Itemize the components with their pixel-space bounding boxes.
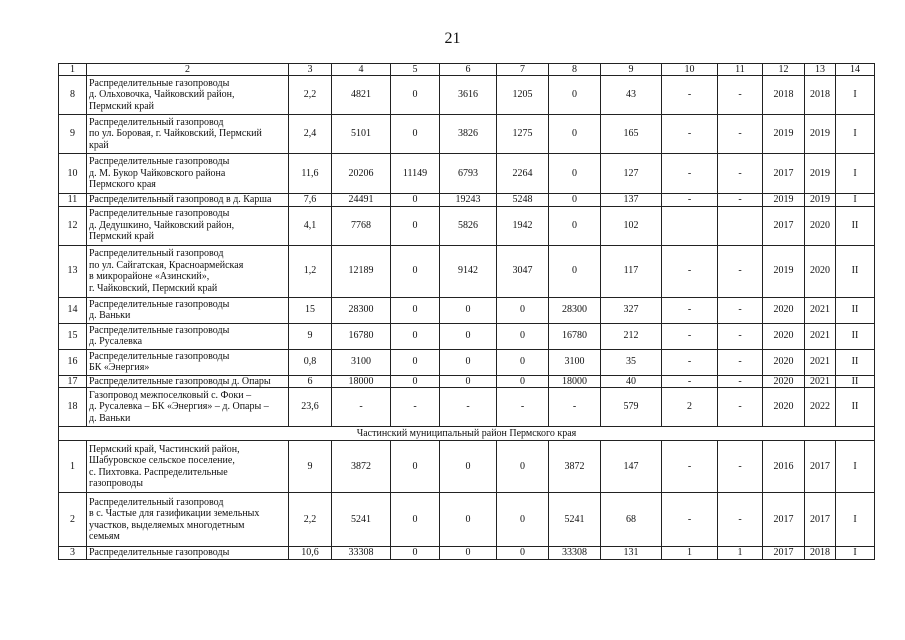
value-cell: - <box>662 349 718 375</box>
table-row <box>59 115 875 154</box>
row-number-cell: 18 <box>59 388 87 427</box>
value-cell: 0 <box>391 323 440 349</box>
row-number-cell: 14 <box>59 297 87 323</box>
value-cell: 15 <box>289 297 332 323</box>
value-cell: II <box>836 349 875 375</box>
value-cell: 2017 <box>763 154 805 194</box>
table-row <box>59 547 875 560</box>
column-number: 12 <box>763 64 805 76</box>
value-cell: 33308 <box>332 547 391 560</box>
value-cell: - <box>718 115 763 154</box>
value-cell: 2017 <box>763 547 805 560</box>
value-cell: 1205 <box>497 76 549 115</box>
value-cell: - <box>718 375 763 388</box>
value-cell: 1 <box>662 547 718 560</box>
value-cell: 1,2 <box>289 245 332 297</box>
value-cell <box>718 206 763 245</box>
value-cell: 2019 <box>805 115 836 154</box>
value-cell: 2018 <box>805 76 836 115</box>
value-cell: 117 <box>601 245 662 297</box>
value-cell: 0 <box>549 206 601 245</box>
value-cell: 0 <box>440 375 497 388</box>
table-row <box>59 493 875 547</box>
value-cell: 0 <box>497 297 549 323</box>
value-cell: 0 <box>497 493 549 547</box>
value-cell: II <box>836 388 875 427</box>
object-name-cell: Распределительные газопроводы д. Опары <box>87 375 289 388</box>
value-cell: - <box>549 388 601 427</box>
column-number: 14 <box>836 64 875 76</box>
value-cell: 3100 <box>549 349 601 375</box>
value-cell: 0 <box>497 323 549 349</box>
value-cell: 0 <box>391 493 440 547</box>
value-cell: 2019 <box>805 194 836 207</box>
page-number: 21 <box>444 30 461 47</box>
value-cell: - <box>662 194 718 207</box>
value-cell: 9 <box>289 441 332 493</box>
value-cell: 0 <box>391 547 440 560</box>
value-cell: 2021 <box>805 297 836 323</box>
value-cell: 2020 <box>763 349 805 375</box>
value-cell: 7768 <box>332 206 391 245</box>
table-row <box>59 206 875 245</box>
value-cell: 0 <box>391 349 440 375</box>
value-cell: - <box>662 297 718 323</box>
value-cell: 28300 <box>332 297 391 323</box>
value-cell: 327 <box>601 297 662 323</box>
value-cell: 2017 <box>763 493 805 547</box>
value-cell: 33308 <box>549 547 601 560</box>
value-cell: 127 <box>601 154 662 194</box>
row-number-cell: 11 <box>59 194 87 207</box>
object-name-cell: Распределительный газопровод в д. Карша <box>87 194 289 207</box>
value-cell: - <box>662 375 718 388</box>
value-cell: - <box>662 245 718 297</box>
value-cell: I <box>836 194 875 207</box>
object-name-cell: Распределительные газопроводы <box>87 547 289 560</box>
table-header-row <box>59 64 875 76</box>
value-cell: 5248 <box>497 194 549 207</box>
value-cell: 24491 <box>332 194 391 207</box>
table-row <box>59 154 875 194</box>
value-cell: 2020 <box>763 297 805 323</box>
table-row <box>59 245 875 297</box>
table-row <box>59 441 875 493</box>
value-cell: 2019 <box>805 154 836 194</box>
value-cell: 0 <box>391 76 440 115</box>
value-cell: 11149 <box>391 154 440 194</box>
value-cell: 19243 <box>440 194 497 207</box>
value-cell: 2020 <box>805 206 836 245</box>
value-cell: 5241 <box>332 493 391 547</box>
value-cell: 9 <box>289 323 332 349</box>
value-cell: - <box>718 441 763 493</box>
column-number: 7 <box>497 64 549 76</box>
value-cell: 0 <box>391 441 440 493</box>
value-cell: - <box>662 154 718 194</box>
column-number: 2 <box>87 64 289 76</box>
column-number: 9 <box>601 64 662 76</box>
value-cell: 2020 <box>763 388 805 427</box>
value-cell: 6793 <box>440 154 497 194</box>
value-cell: I <box>836 547 875 560</box>
value-cell: 0 <box>549 76 601 115</box>
value-cell: - <box>662 493 718 547</box>
value-cell: 2020 <box>763 375 805 388</box>
column-number: 13 <box>805 64 836 76</box>
value-cell: 0 <box>391 115 440 154</box>
row-number-cell: 17 <box>59 375 87 388</box>
section-row <box>59 427 875 441</box>
object-name-cell: Пермский край, Частинский район, Шабуровское сельское поселение, с. Пихтовка. Распределительные газопроводы <box>87 441 289 493</box>
value-cell: 0 <box>497 349 549 375</box>
value-cell: 3616 <box>440 76 497 115</box>
value-cell: 0,8 <box>289 349 332 375</box>
row-number-cell: 8 <box>59 76 87 115</box>
value-cell: 28300 <box>549 297 601 323</box>
value-cell: - <box>718 323 763 349</box>
value-cell: 0 <box>549 245 601 297</box>
value-cell: 20206 <box>332 154 391 194</box>
value-cell: 5101 <box>332 115 391 154</box>
value-cell: 0 <box>440 349 497 375</box>
value-cell: 16780 <box>332 323 391 349</box>
value-cell: 0 <box>497 547 549 560</box>
value-cell: 2264 <box>497 154 549 194</box>
value-cell: 2016 <box>763 441 805 493</box>
value-cell: 2018 <box>805 547 836 560</box>
value-cell: 18000 <box>332 375 391 388</box>
value-cell: 0 <box>440 297 497 323</box>
value-cell: 0 <box>549 115 601 154</box>
value-cell: - <box>332 388 391 427</box>
column-number: 11 <box>718 64 763 76</box>
value-cell: 212 <box>601 323 662 349</box>
value-cell: 0 <box>391 245 440 297</box>
row-number-cell: 15 <box>59 323 87 349</box>
value-cell: 165 <box>601 115 662 154</box>
value-cell: II <box>836 297 875 323</box>
value-cell: 2022 <box>805 388 836 427</box>
table-row <box>59 323 875 349</box>
table-row <box>59 388 875 427</box>
value-cell: 2021 <box>805 375 836 388</box>
value-cell: I <box>836 154 875 194</box>
value-cell: 2019 <box>763 245 805 297</box>
value-cell: 3872 <box>549 441 601 493</box>
column-number: 8 <box>549 64 601 76</box>
value-cell: 2021 <box>805 349 836 375</box>
value-cell: 3100 <box>332 349 391 375</box>
value-cell: 2019 <box>763 194 805 207</box>
value-cell: 0 <box>440 323 497 349</box>
table-row <box>59 194 875 207</box>
object-name-cell: Распределительный газопровод в с. Частые для газификации земельных участков, выделяемых многодетным семьям <box>87 493 289 547</box>
value-cell: 2017 <box>805 441 836 493</box>
value-cell: - <box>662 76 718 115</box>
value-cell: - <box>662 115 718 154</box>
value-cell: 5826 <box>440 206 497 245</box>
value-cell: - <box>662 441 718 493</box>
value-cell: 2,2 <box>289 76 332 115</box>
value-cell: 0 <box>440 441 497 493</box>
value-cell: 68 <box>601 493 662 547</box>
value-cell: 3047 <box>497 245 549 297</box>
column-number: 3 <box>289 64 332 76</box>
value-cell: - <box>718 76 763 115</box>
object-name-cell: Распределительные газопроводы д. Русалевка <box>87 323 289 349</box>
table-row <box>59 297 875 323</box>
object-name-cell: Распределительный газопровод по ул. Боровая, г. Чайковский, Пермский край <box>87 115 289 154</box>
value-cell: - <box>662 323 718 349</box>
value-cell: 0 <box>497 375 549 388</box>
value-cell: 131 <box>601 547 662 560</box>
value-cell: 43 <box>601 76 662 115</box>
value-cell: - <box>718 493 763 547</box>
value-cell: 1 <box>718 547 763 560</box>
row-number-cell: 3 <box>59 547 87 560</box>
value-cell: 10,6 <box>289 547 332 560</box>
value-cell: 18000 <box>549 375 601 388</box>
value-cell: 2017 <box>805 493 836 547</box>
row-number-cell: 13 <box>59 245 87 297</box>
value-cell: 35 <box>601 349 662 375</box>
value-cell: II <box>836 375 875 388</box>
value-cell: 4,1 <box>289 206 332 245</box>
value-cell: 0 <box>440 493 497 547</box>
column-number: 10 <box>662 64 718 76</box>
value-cell: 0 <box>391 194 440 207</box>
value-cell: 2017 <box>763 206 805 245</box>
value-cell: 2018 <box>763 76 805 115</box>
value-cell: 9142 <box>440 245 497 297</box>
value-cell: 579 <box>601 388 662 427</box>
projects-table <box>58 63 875 560</box>
value-cell: 1942 <box>497 206 549 245</box>
value-cell: I <box>836 493 875 547</box>
row-number-cell: 10 <box>59 154 87 194</box>
value-cell: 11,6 <box>289 154 332 194</box>
value-cell: 16780 <box>549 323 601 349</box>
value-cell: 0 <box>549 154 601 194</box>
object-name-cell: Распределительные газопроводы д. Ольховочка, Чайковский район, Пермский край <box>87 76 289 115</box>
section-title: Частинский муниципальный район Пермского края <box>59 427 875 441</box>
value-cell: 23,6 <box>289 388 332 427</box>
value-cell: I <box>836 76 875 115</box>
table-row <box>59 375 875 388</box>
row-number-cell: 1 <box>59 441 87 493</box>
value-cell: - <box>718 349 763 375</box>
value-cell: 102 <box>601 206 662 245</box>
value-cell: 0 <box>440 547 497 560</box>
object-name-cell: Распределительные газопроводы БК «Энергия» <box>87 349 289 375</box>
object-name-cell: Газопровод межпоселковый с. Фоки – д. Русалевка – БК «Энергия» – д. Опары – д. Ваньки <box>87 388 289 427</box>
value-cell: 0 <box>549 194 601 207</box>
value-cell: II <box>836 245 875 297</box>
value-cell: 5241 <box>549 493 601 547</box>
value-cell: II <box>836 323 875 349</box>
value-cell: 137 <box>601 194 662 207</box>
value-cell: - <box>497 388 549 427</box>
value-cell: II <box>836 206 875 245</box>
value-cell: I <box>836 441 875 493</box>
table-row <box>59 349 875 375</box>
value-cell: 0 <box>391 375 440 388</box>
object-name-cell: Распределительные газопроводы д. Дедушкино, Чайковский район, Пермский край <box>87 206 289 245</box>
value-cell: - <box>718 194 763 207</box>
value-cell: 12189 <box>332 245 391 297</box>
value-cell: - <box>440 388 497 427</box>
value-cell: 2,2 <box>289 493 332 547</box>
value-cell: - <box>718 245 763 297</box>
value-cell: 2019 <box>763 115 805 154</box>
value-cell: 2020 <box>805 245 836 297</box>
value-cell: - <box>718 388 763 427</box>
value-cell: - <box>718 154 763 194</box>
value-cell: 6 <box>289 375 332 388</box>
value-cell: 2021 <box>805 323 836 349</box>
value-cell: 4821 <box>332 76 391 115</box>
row-number-cell: 2 <box>59 493 87 547</box>
object-name-cell: Распределительные газопроводы д. Ваньки <box>87 297 289 323</box>
value-cell: 3872 <box>332 441 391 493</box>
value-cell: 2020 <box>763 323 805 349</box>
row-number-cell: 9 <box>59 115 87 154</box>
column-number: 4 <box>332 64 391 76</box>
value-cell: 2 <box>662 388 718 427</box>
value-cell: 0 <box>497 441 549 493</box>
value-cell: 1275 <box>497 115 549 154</box>
row-number-cell: 12 <box>59 206 87 245</box>
column-number: 1 <box>59 64 87 76</box>
value-cell: - <box>391 388 440 427</box>
value-cell: 7,6 <box>289 194 332 207</box>
object-name-cell: Распределительный газопровод по ул. Сайгатская, Красноармейская в микрорайоне «Азинский», г. Чайковский, Пермский край <box>87 245 289 297</box>
value-cell: I <box>836 115 875 154</box>
value-cell: 0 <box>391 297 440 323</box>
row-number-cell: 16 <box>59 349 87 375</box>
value-cell: 2,4 <box>289 115 332 154</box>
column-number: 5 <box>391 64 440 76</box>
value-cell: 0 <box>391 206 440 245</box>
value-cell: 147 <box>601 441 662 493</box>
value-cell: 40 <box>601 375 662 388</box>
column-number: 6 <box>440 64 497 76</box>
value-cell <box>662 206 718 245</box>
value-cell: 3826 <box>440 115 497 154</box>
object-name-cell: Распределительные газопроводы д. М. Букор Чайковского района Пермского края <box>87 154 289 194</box>
table-row <box>59 76 875 115</box>
value-cell: - <box>718 297 763 323</box>
